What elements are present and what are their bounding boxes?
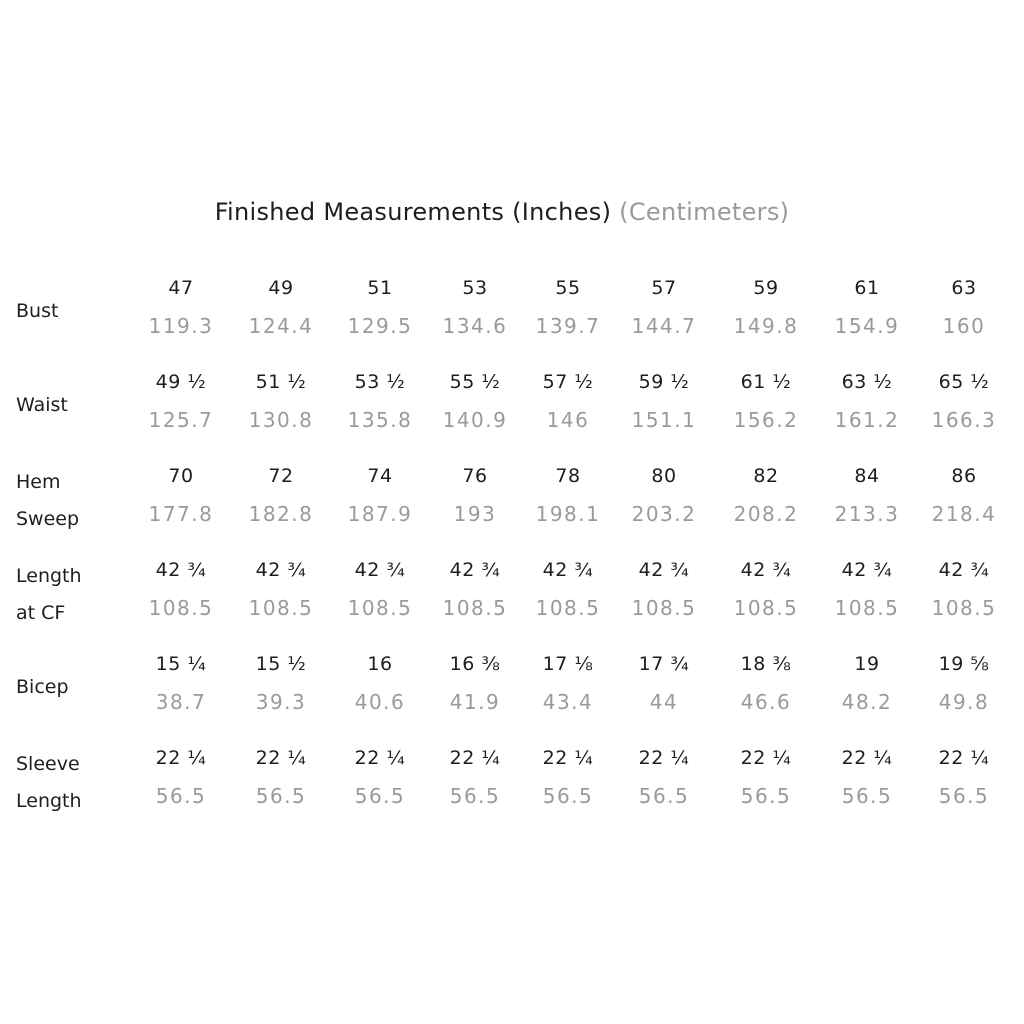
- inch-value: 86: [951, 465, 977, 487]
- cm-value: 156.2: [733, 408, 799, 432]
- title-inches: Finished Measurements (Inches): [214, 198, 612, 226]
- inch-value: 16 ⅜: [449, 653, 501, 675]
- inch-value: 22 ¼: [542, 747, 594, 769]
- row-label-line: at CF: [16, 602, 66, 624]
- inch-value: 22 ¼: [255, 747, 307, 769]
- cm-value: 56.5: [255, 784, 307, 808]
- inch-value: 49 ½: [155, 371, 207, 393]
- inch-value: 47: [168, 277, 194, 299]
- cm-value: 144.7: [631, 314, 697, 338]
- cm-value: 56.5: [938, 784, 990, 808]
- inch-value: 57: [651, 277, 677, 299]
- cm-value: 56.5: [841, 784, 893, 808]
- row-label: [16, 558, 126, 632]
- cm-value: 140.9: [442, 408, 508, 432]
- cm-value: 56.5: [449, 784, 501, 808]
- inch-value: 53: [462, 277, 488, 299]
- row-label-line: Bicep: [16, 676, 69, 698]
- row-label-line: Sleeve: [16, 753, 80, 775]
- cm-value: 40.6: [354, 690, 406, 714]
- row-label-line: Length: [16, 790, 82, 812]
- cm-value: 108.5: [148, 596, 214, 620]
- inch-value: 63: [951, 277, 977, 299]
- row-label-line: Length: [16, 565, 82, 587]
- inch-value: 51: [367, 277, 393, 299]
- chart-title: [0, 198, 1004, 226]
- cm-value: 146: [546, 408, 590, 432]
- row-label-line: Bust: [16, 300, 59, 322]
- cm-value: 108.5: [931, 596, 997, 620]
- cm-value: 177.8: [148, 502, 214, 526]
- row-label-line: Waist: [16, 394, 68, 416]
- cm-value: 56.5: [740, 784, 792, 808]
- cm-value: 108.5: [248, 596, 314, 620]
- inch-value: 78: [555, 465, 581, 487]
- inch-value: 17 ⅛: [542, 653, 594, 675]
- cm-value: 44: [649, 690, 679, 714]
- cm-value: 108.5: [631, 596, 697, 620]
- cm-value: 135.8: [347, 408, 413, 432]
- cm-value: 43.4: [542, 690, 594, 714]
- cm-value: 193: [453, 502, 497, 526]
- cm-value: 198.1: [535, 502, 601, 526]
- cm-value: 182.8: [248, 502, 314, 526]
- inch-value: 80: [651, 465, 677, 487]
- cm-value: 187.9: [347, 502, 413, 526]
- cm-value: 139.7: [535, 314, 601, 338]
- cm-value: 39.3: [255, 690, 307, 714]
- inch-value: 63 ½: [841, 371, 893, 393]
- cm-value: 130.8: [248, 408, 314, 432]
- cm-value: 124.4: [248, 314, 314, 338]
- inch-value: 22 ¼: [740, 747, 792, 769]
- inch-value: 15 ¼: [155, 653, 207, 675]
- inch-value: 65 ½: [938, 371, 990, 393]
- inch-value: 55 ½: [449, 371, 501, 393]
- inch-value: 15 ½: [255, 653, 307, 675]
- cm-value: 56.5: [638, 784, 690, 808]
- cm-value: 134.6: [442, 314, 508, 338]
- inch-value: 76: [462, 465, 488, 487]
- inch-value: 42 ¾: [638, 559, 690, 581]
- row-label: [16, 293, 126, 330]
- inch-value: 57 ½: [542, 371, 594, 393]
- cm-value: 46.6: [740, 690, 792, 714]
- inch-value: 42 ¾: [449, 559, 501, 581]
- inch-value: 18 ⅜: [740, 653, 792, 675]
- row-label-line: Sweep: [16, 508, 80, 530]
- inch-value: 42 ¾: [740, 559, 792, 581]
- cm-value: 154.9: [834, 314, 900, 338]
- cm-value: 161.2: [834, 408, 900, 432]
- inch-value: 22 ¼: [449, 747, 501, 769]
- row-label: [16, 669, 126, 706]
- cm-value: 151.1: [631, 408, 697, 432]
- cm-value: 160: [942, 314, 986, 338]
- cm-value: 208.2: [733, 502, 799, 526]
- inch-value: 42 ¾: [542, 559, 594, 581]
- inch-value: 42 ¾: [155, 559, 207, 581]
- cm-value: 166.3: [931, 408, 997, 432]
- cm-value: 48.2: [841, 690, 893, 714]
- inch-value: 22 ¼: [938, 747, 990, 769]
- inch-value: 42 ¾: [255, 559, 307, 581]
- inch-value: 22 ¼: [155, 747, 207, 769]
- cm-value: 203.2: [631, 502, 697, 526]
- cm-value: 56.5: [354, 784, 406, 808]
- cm-value: 149.8: [733, 314, 799, 338]
- cm-value: 213.3: [834, 502, 900, 526]
- inch-value: 22 ¼: [638, 747, 690, 769]
- cm-value: 108.5: [733, 596, 799, 620]
- cm-value: 129.5: [347, 314, 413, 338]
- inch-value: 19: [854, 653, 880, 675]
- inch-value: 74: [367, 465, 393, 487]
- inch-value: 55: [555, 277, 581, 299]
- inch-value: 61: [854, 277, 880, 299]
- inch-value: 42 ¾: [841, 559, 893, 581]
- cm-value: 56.5: [155, 784, 207, 808]
- inch-value: 19 ⅝: [938, 653, 990, 675]
- cm-value: 119.3: [148, 314, 214, 338]
- inch-value: 22 ¼: [354, 747, 406, 769]
- inch-value: 17 ¾: [638, 653, 690, 675]
- cm-value: 108.5: [442, 596, 508, 620]
- inch-value: 59 ½: [638, 371, 690, 393]
- inch-value: 59: [753, 277, 779, 299]
- row-label: [16, 464, 126, 538]
- row-label-line: Hem: [16, 471, 61, 493]
- cm-value: 218.4: [931, 502, 997, 526]
- cm-value: 41.9: [449, 690, 501, 714]
- inch-value: 49: [268, 277, 294, 299]
- cm-value: 125.7: [148, 408, 214, 432]
- cm-value: 108.5: [834, 596, 900, 620]
- inch-value: 42 ¾: [354, 559, 406, 581]
- cm-value: 108.5: [535, 596, 601, 620]
- inch-value: 70: [168, 465, 194, 487]
- cm-value: 49.8: [938, 690, 990, 714]
- inch-value: 22 ¼: [841, 747, 893, 769]
- inch-value: 53 ½: [354, 371, 406, 393]
- cm-value: 108.5: [347, 596, 413, 620]
- row-label: [16, 387, 126, 424]
- inch-value: 84: [854, 465, 880, 487]
- inch-value: 72: [268, 465, 294, 487]
- cm-value: 38.7: [155, 690, 207, 714]
- cm-value: 56.5: [542, 784, 594, 808]
- inch-value: 42 ¾: [938, 559, 990, 581]
- row-label: [16, 746, 126, 820]
- inch-value: 82: [753, 465, 779, 487]
- inch-value: 61 ½: [740, 371, 792, 393]
- inch-value: 16: [367, 653, 393, 675]
- inch-value: 51 ½: [255, 371, 307, 393]
- title-centimeters: (Centimeters): [619, 198, 790, 226]
